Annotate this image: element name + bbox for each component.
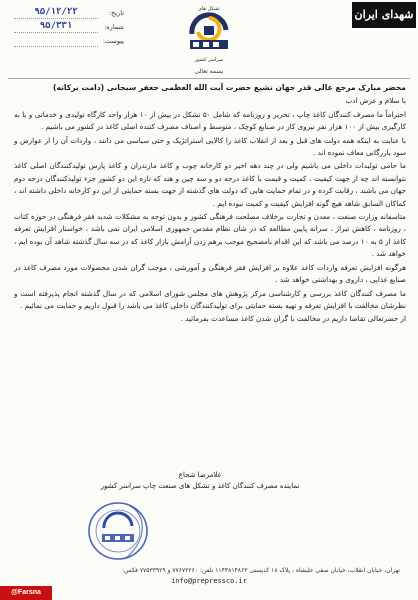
paragraph-7: از حضرتعالی تقاضا داریم در مخالفت با گران شدن کاغذ مساعدت بفرمائید .: [180, 314, 406, 324]
signer-name: غلامرضا شجاع: [178, 471, 222, 479]
paragraph-3: ما حامی تولیدات داخلی می باشیم ولی در چند دهه اخیر دو کارخانه چوب و کاغذ مازندران و کاغذ پارس تولیدکنندگان اصلی کاغذ نتوانسته اند چه از جهت کیفیت ، کمیت و قیمت با کاغذ درجه دو و سه چین و هند که تازه این دو کشور جزء تولیدکنندگان درجه دوم جهان می باشند ، رقابت کرده و در تمام حمایت هایی که دولت های گذشته از جهت بسته حمایتی از این دو کارخانه داخلی داشته اند ، کماکان السابق شاهد هیچ گونه افزایش کیفیت و کمیت نبوده ایم .: [14, 161, 406, 208]
paragraph-5: هرگونه افزایش تعرفه واردات کاغذ علاوه بر افزایش فقر فرهنگی و آموزشی ، موجب گران شدن محصولات مورد مصرف کاغذ در صنایع غذایی ، داروی و بهداشتی خواهد شد .: [14, 262, 406, 285]
letter-body: [14, 82, 406, 327]
logo-bottom-text: سراسر کشور: [194, 57, 224, 63]
date-row: [14, 6, 124, 20]
letter-footer: [18, 566, 400, 586]
attachment-value: [14, 35, 98, 47]
source-watermark: @Farsna: [0, 586, 52, 600]
masthead-logo: شهدای ایران: [352, 2, 416, 28]
header-divider: [8, 78, 410, 79]
letter-greeting: با سلام و عرض ادب: [345, 96, 406, 106]
attachment-label: پیوست:: [102, 37, 124, 45]
footer-email: info@prepressco.ir: [171, 577, 247, 585]
date-label: تاریخ:: [108, 9, 124, 17]
paragraph-2: با عنایت به اینکه همه دولت های قبل و بعد از انقلاب کاغذ را کالایی استراتژیک و حتی سیاسی می دانند ، واردات آن را از عوارض و سود بازرگانی معاف نموده اند .: [14, 135, 406, 158]
paragraph-6: ما مصرف کنندگان کاغذ بررسی و کارشناسی مرکز پژوهش های مجلس شورای اسلامی که در سال گذشته انجام پذیرفته است و نظرشان مخالفت با افزایش تعرفه و تهیه بسته حمایتی برای تولیدکنندگان داخلی کاغذ می باشد را قبول داریم و حمایت می نمائیم .: [14, 288, 406, 310]
signer-role: نماینده مصرف کنندگان کاغذ و تشکل های صنعت چاپ سراسر کشور: [100, 482, 300, 490]
logo-top-text: تشکل های: [197, 6, 221, 12]
paragraph-1: احتراماً ما مصرف کنندگان کاغذ چاپ ، تحریر و روزنامه که شامل ۵۰ تشکل در بیش از ۱۰ هزار واحد کارگاه تولیدی و خدماتی و با به کارگیری بیش از ۱۰۰ هزار نفر نیروی کار در صنایع کوچک ، متوسط و اصناف مصرف کننده اصلی کاغذ در کشور می باشیم .: [14, 109, 406, 132]
printing-logo-icon: [184, 12, 234, 52]
attachment-row: [14, 34, 124, 48]
number-row: [14, 20, 124, 34]
basmala: بسمه تعالی: [194, 68, 224, 75]
footer-address: تهران، خیابان انقلاب، خیابان صفی علیشاه ، پلاک ۱۸ کدپستی ۱۱۴۴۸۱۴۸۶۳ تلفن: ۷۷۶۷۲۲۶۰ و ۷۷۵۳۳۹۲۹ فکس:: [122, 567, 400, 574]
organization-stamp-icon: [86, 500, 150, 562]
date-value: ۹۵/۱۲/۲۲: [14, 7, 98, 19]
paragraph-4: متاسفانه وزارت صنعت ، معدن و تجارت برخلاف مصلحت فرهنگی کشور و بدون توجه به مشکلات شدید فقر فرهنگی در حوزه کتاب ، روزنامه ، کاهش تیراژ ، سرانه پایین مطالعه که در شان نظام مقدس جمهوری اسلامی ایران نمی باشد ، خواستار افزایش تعرفه کاغذ از ۵ به ۱۰ درصد می باشد که این اقدام نامصحیح موجب برهم زدن آرامش بازار کاغذ که در سه سال گذشته شاهد آن بوده ایم ، خواهد شد .: [14, 212, 406, 259]
letterhead-logo: [178, 6, 240, 70]
signature-block: [40, 470, 360, 492]
letter-title: محضر مبارک مرجع عالی قدر جهان تشیع حضرت آیت الله العظمی جعفر سبحانی (دامت برکاته): [53, 83, 406, 92]
number-label: شماره:: [104, 23, 124, 31]
number-value: ۹۵/۳۳۱: [14, 21, 98, 33]
letter-header: [14, 6, 124, 48]
